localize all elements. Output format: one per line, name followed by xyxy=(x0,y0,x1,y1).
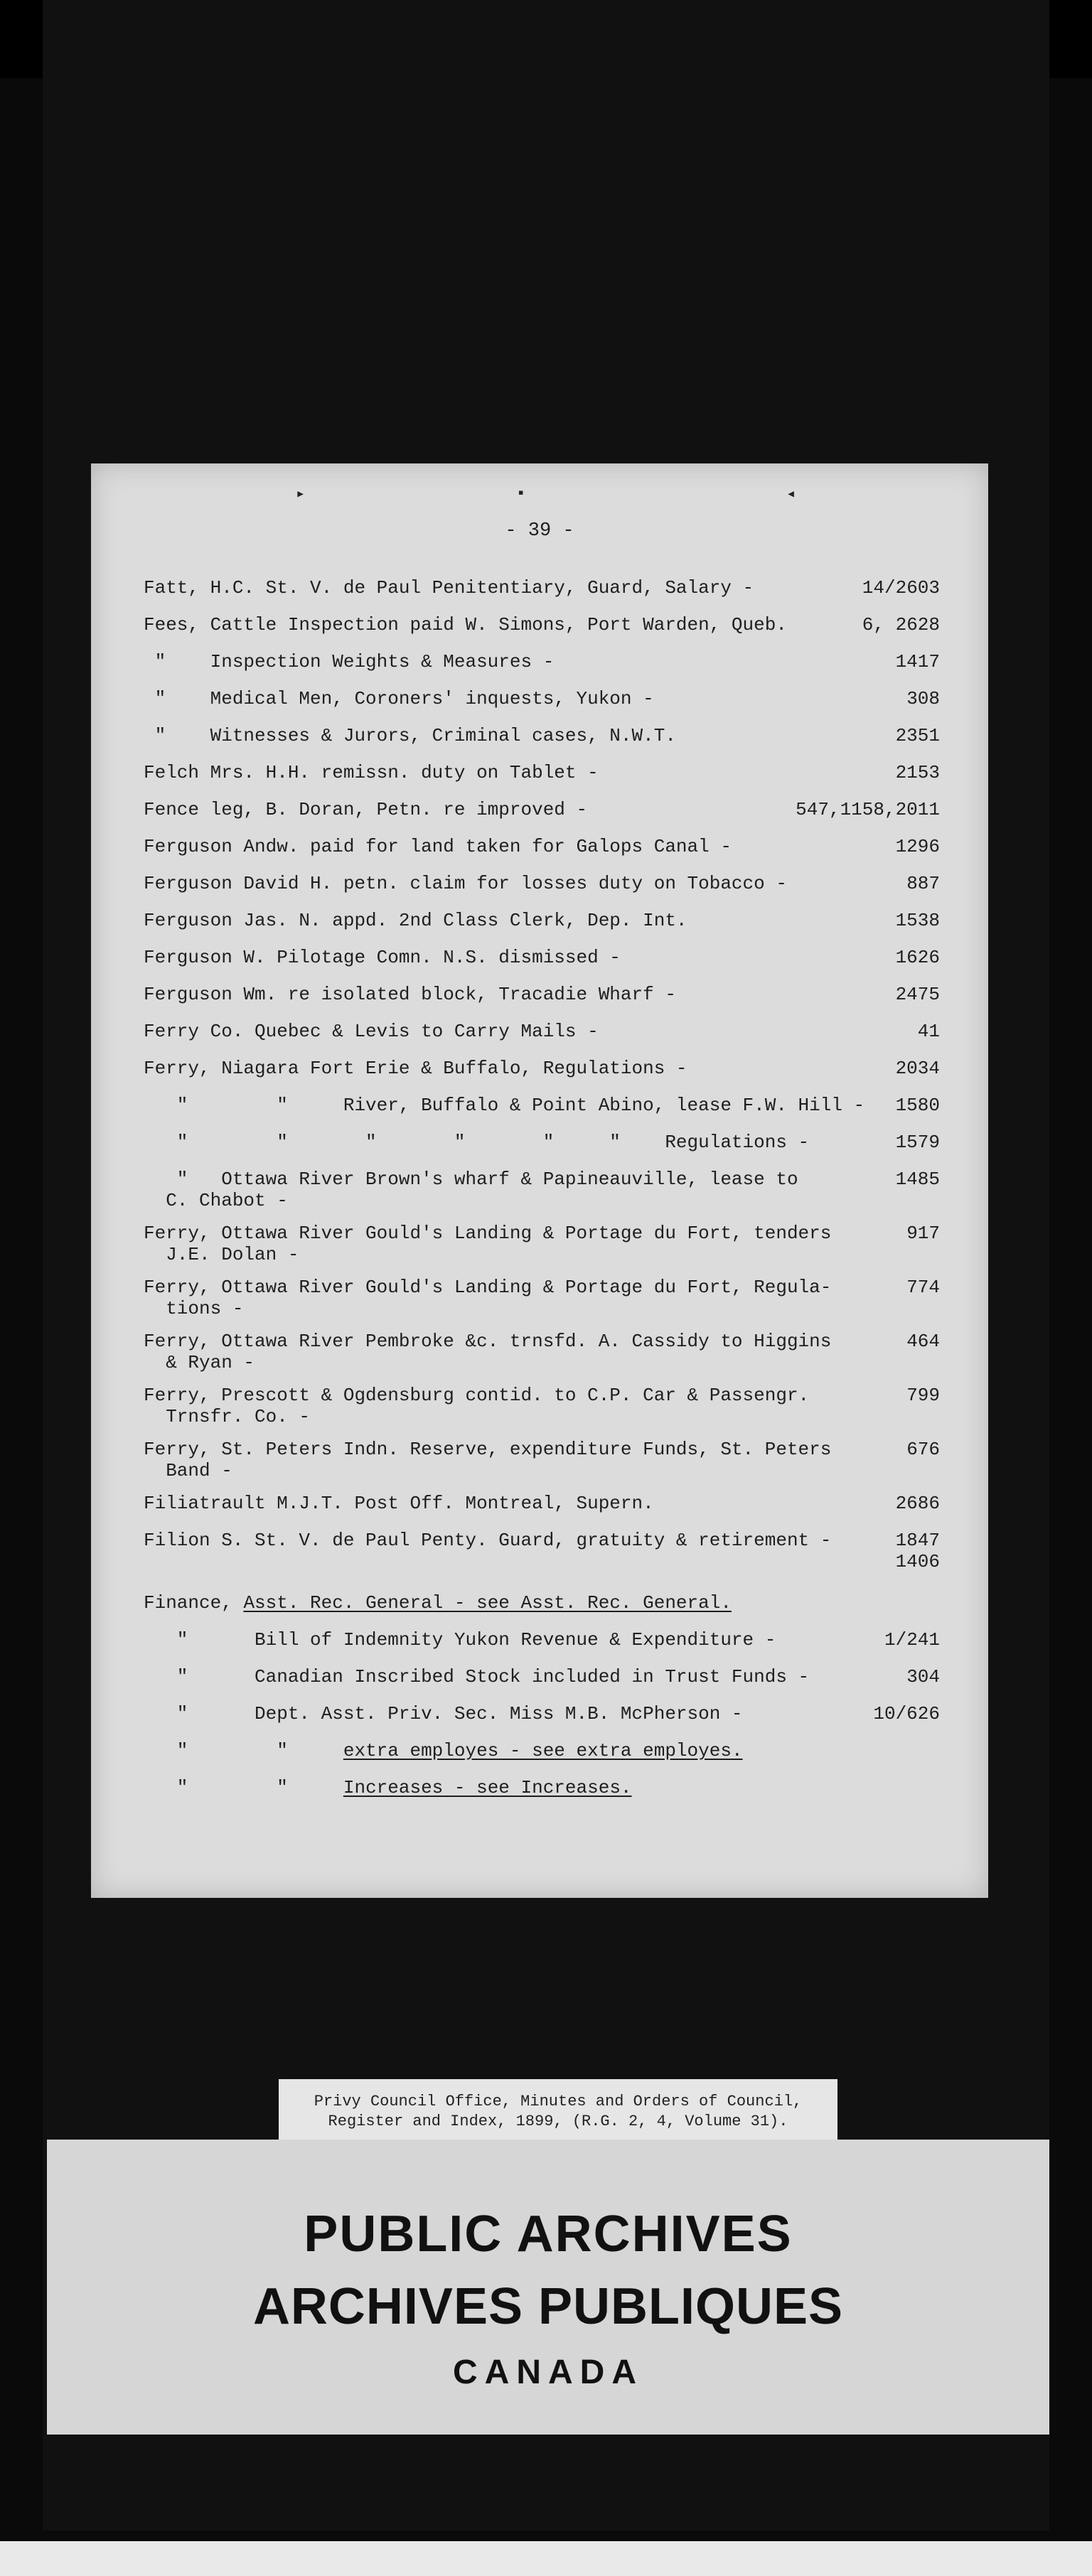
entry-text: Ferguson David H. petn. claim for losses duty on Tobacco - xyxy=(144,873,787,894)
entry-ref: 1847 xyxy=(895,1530,940,1551)
film-bottom-strip xyxy=(0,2541,1092,2576)
entry-text: Ferry, Ottawa River Gould's Landing & Portage du Fort, Regula- tions - xyxy=(144,1277,832,1319)
entry-text: Fence leg, B. Doran, Petn. re improved - xyxy=(144,799,588,820)
entry-ref: 308 xyxy=(906,688,940,709)
entry-ref: 1579 xyxy=(895,1132,940,1153)
binding-mark: ▪ xyxy=(516,485,526,503)
entry-ref: 41 xyxy=(917,1021,940,1042)
entry-text: " Ottawa River Brown's wharf & Papineauville, lease to C. Chabot - xyxy=(166,1169,798,1211)
see-reference: Increases - see Increases. xyxy=(343,1777,632,1798)
binding-mark: ◂ xyxy=(786,485,796,503)
entry-ref: 1626 xyxy=(895,947,940,968)
finance-see-ref: Asst. Rec. General - see Asst. Rec. General. xyxy=(243,1592,732,1614)
entry-ref: 2034 xyxy=(895,1058,940,1079)
entry-text: Ferry, Ottawa River Pembroke &c. trnsfd. A. Cassidy to Higgins & Ryan - xyxy=(144,1331,832,1373)
entry-ref: 2686 xyxy=(895,1493,940,1514)
finance-heading-text xyxy=(144,1592,732,1614)
entry-ref: 1/241 xyxy=(884,1629,940,1651)
entry-ref: 1296 xyxy=(895,836,940,857)
binding-mark: ▸ xyxy=(296,485,306,503)
entry-text xyxy=(144,1740,743,1761)
entry-ref: 2153 xyxy=(895,762,940,783)
entry-ref: 464 xyxy=(906,1331,940,1352)
label-line-2: Register and Index, 1899, (R.G. 2, 4, Volume 31). xyxy=(328,2113,788,2130)
entry-ref: 2351 xyxy=(895,725,940,746)
entry-text xyxy=(144,1777,632,1798)
entry-text: Ferry, Ottawa River Gould's Landing & Portage du Fort, tenders J.E. Dolan - xyxy=(144,1223,832,1265)
entry-ref: 14/2603 xyxy=(862,577,940,599)
entry-ref: 547,1158,2011 xyxy=(796,799,940,820)
entry-ref: 6, 2628 xyxy=(862,614,940,635)
entry-ref: 304 xyxy=(906,1666,940,1687)
ditto-marks: " " xyxy=(144,1740,343,1761)
finance-label: Finance, xyxy=(144,1592,244,1614)
entry-ref: 1417 xyxy=(895,651,940,672)
entry-text: Ferguson Andw. paid for land taken for Galops Canal - xyxy=(144,836,732,857)
entry-text: Felch Mrs. H.H. remissn. duty on Tablet - xyxy=(144,762,599,783)
see-reference: extra employes - see extra employes. xyxy=(343,1740,743,1761)
source-label-card xyxy=(279,2079,837,2149)
entry-ref: 1485 xyxy=(895,1169,940,1190)
entry-ref: 917 xyxy=(906,1223,940,1244)
entry-ref: 1406 xyxy=(895,1551,940,1572)
page-number: - 39 - xyxy=(505,520,574,542)
label-line-1: Privy Council Office, Minutes and Orders of Council, xyxy=(314,2093,803,2110)
entry-ref: 2475 xyxy=(895,984,940,1005)
entry-ref: 676 xyxy=(906,1439,940,1460)
entry-text: Fatt, H.C. St. V. de Paul Penitentiary, Guard, Salary - xyxy=(144,577,754,599)
entry-ref: 774 xyxy=(906,1277,940,1298)
entry-text: Ferguson W. Pilotage Comn. N.S. dismissed - xyxy=(144,947,621,968)
entry-ref: 1580 xyxy=(895,1095,940,1116)
archives-card xyxy=(47,2140,1049,2435)
entry-text: Ferry, Niagara Fort Erie & Buffalo, Regulations - xyxy=(144,1058,687,1079)
entry-text: " Witnesses & Jurors, Criminal cases, N.W.T. xyxy=(144,725,676,746)
entry-ref: 1538 xyxy=(895,910,940,931)
entry-text: Ferguson Jas. N. appd. 2nd Class Clerk, Dep. Int. xyxy=(144,910,687,931)
entry-text: " Canadian Inscribed Stock included in Trust Funds - xyxy=(144,1666,810,1687)
entry-text: " Dept. Asst. Priv. Sec. Miss M.B. McPherson - xyxy=(144,1703,743,1724)
entry-text: Fees, Cattle Inspection paid W. Simons, Port Warden, Queb. xyxy=(144,614,787,635)
entry-text: Ferry, Prescott & Ogdensburg contid. to C.P. Car & Passengr. Trnsfr. Co. - xyxy=(144,1385,810,1427)
entry-text: Ferguson Wm. re isolated block, Tracadie Wharf - xyxy=(144,984,676,1005)
entry-text: Filion S. St. V. de Paul Penty. Guard, gratuity & retirement - xyxy=(144,1530,832,1551)
archives-line-1: PUBLIC ARCHIVES xyxy=(304,2206,793,2263)
entry-text: Filiatrault M.J.T. Post Off. Montreal, Supern. xyxy=(144,1493,654,1514)
entry-text: Ferry Co. Quebec & Levis to Carry Mails - xyxy=(144,1021,599,1042)
entry-text: " Bill of Indemnity Yukon Revenue & Expenditure - xyxy=(144,1629,776,1651)
entry-ref: 10/626 xyxy=(873,1703,940,1724)
archives-line-3: CANADA xyxy=(453,2354,643,2391)
archives-line-2: ARCHIVES PUBLIQUES xyxy=(252,2278,844,2335)
entry-text: " " " " " " Regulations - xyxy=(144,1132,810,1153)
entry-text: " " River, Buffalo & Point Abino, lease F.W. Hill - xyxy=(144,1095,865,1116)
entry-text: Ferry, St. Peters Indn. Reserve, expenditure Funds, St. Peters Band - xyxy=(144,1439,832,1481)
document-page xyxy=(91,463,988,1898)
entry-ref: 799 xyxy=(906,1385,940,1406)
entry-ref: 887 xyxy=(906,873,940,894)
entry-text: " Inspection Weights & Measures - xyxy=(144,651,555,672)
entry-text: " Medical Men, Coroners' inquests, Yukon - xyxy=(144,688,654,709)
ditto-marks: " " xyxy=(144,1777,343,1798)
